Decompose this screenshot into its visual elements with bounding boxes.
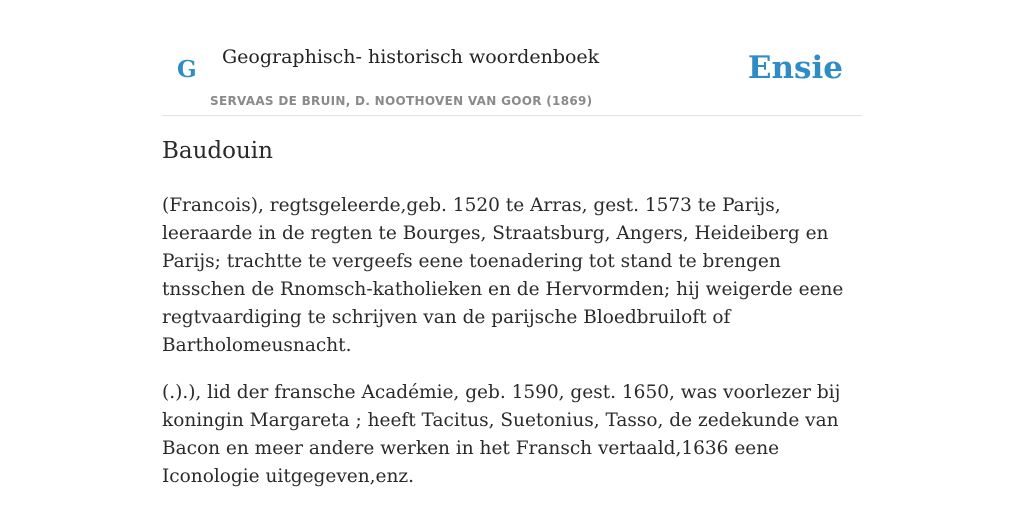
entry-paragraph: (.).), lid der fransche Académie, geb. 1590, gest. 1650, was voorlezer bij koningin Margareta ; heeft Tacitus, Suetonius, Tasso, de zedekunde van Bacon en meer andere werken in het Fransch vertaald,1636 eene Iconologie uitgegeven,enz.	[162, 382, 841, 487]
entry-title: Baudouin	[162, 138, 273, 164]
book-initial-icon[interactable]: G	[177, 56, 197, 83]
entry-body	[162, 192, 862, 510]
entry-paragraph: (Francois), regtsgeleerde,geb. 1520 te Arras, gest. 1573 te Parijs, leeraarde in de regten te Bourges, Straatsburg, Angers, Heideiberg en Parijs; trachtte te vergeefs eene toenadering tot stand te brengen tnsschen de Rnomsch-katholieken en de Hervormden; hij weigerde eene regtvaardiging te schrijven van de parijsche Bloedbruiloft of Bartholomeusnacht.	[162, 195, 844, 356]
book-title-link[interactable]: Geographisch- historisch woordenboek	[222, 46, 600, 68]
book-header	[162, 40, 862, 116]
ensie-logo[interactable]: Ensie	[747, 50, 843, 86]
book-authors-year: SERVAAS DE BRUIN, D. NOOTHOVEN VAN GOOR (1869)	[210, 94, 593, 108]
